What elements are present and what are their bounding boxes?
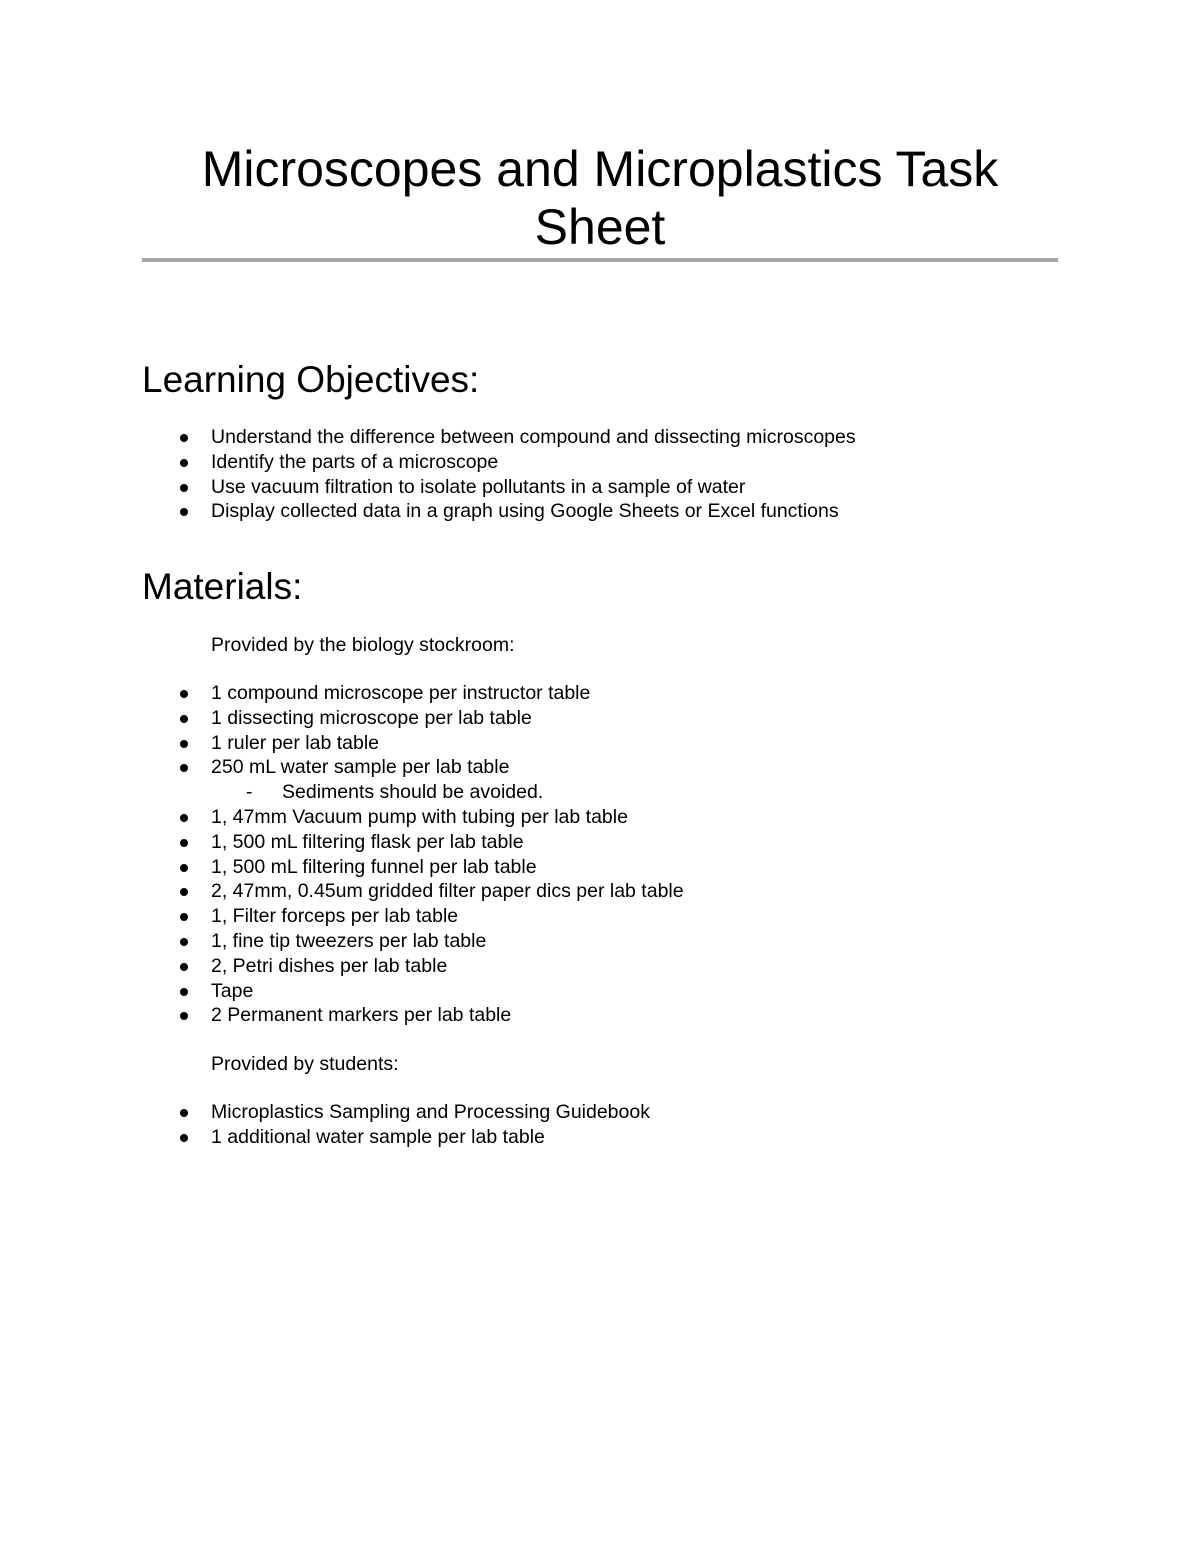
bullet-icon — [180, 484, 188, 492]
bullet-icon — [180, 690, 188, 698]
bullet-icon — [180, 459, 188, 467]
bullet-icon — [180, 1012, 188, 1020]
materials-heading: Materials: — [142, 566, 303, 607]
bullet-icon — [180, 434, 188, 442]
bullet-icon — [180, 814, 188, 822]
learning-objectives-heading: Learning Objectives: — [142, 359, 480, 400]
document-title: Microscopes and Microplastics Task Sheet — [201, 141, 999, 255]
bullet-icon — [180, 764, 188, 772]
bullet-icon — [180, 988, 188, 996]
bullet-icon — [180, 839, 188, 847]
bullet-icon — [180, 1134, 188, 1142]
bullet-icon — [180, 864, 188, 872]
bullet-icon — [180, 963, 188, 971]
bullet-icon — [180, 715, 188, 723]
bullet-icon — [180, 913, 188, 921]
stockroom-label: Provided by the biology stockroom: — [211, 634, 515, 656]
bullet-icon — [180, 1109, 188, 1117]
bullet-icon — [180, 888, 188, 896]
bullet-icon — [180, 508, 188, 516]
dash-marker: - — [246, 781, 253, 804]
students-label: Provided by students: — [211, 1053, 399, 1075]
bullet-icon — [180, 740, 188, 748]
document-page: Microscopes and Microplastics Task Sheet Learning Objectives: Understand the difference between compound and dissecting microscopes Identify the parts of a microscope Use vacuum filtration to isolate pollutants in a sample of water Display collected data in a graph using Google Sheets or Excel functions Materials: Provided by the biology stockroom: 1 compound microscope per instructor table 1 dissecting microscope per lab table 1 ruler per lab table 250 mL water sample per lab table - Sediments should be avoided. 1, 47mm Vacuum pump with tubing per lab table 1, 500 mL filtering flask per lab table 1, 500 mL filtering funnel per lab table 2, 47mm, 0.45um gridded filter paper dics per lab table 1, Filter forceps per lab table 1, fine tip tweezers per lab table 2, Petri dishes per lab table Tape 2 Permanent markers per lab table Provided by students: Microplastics Sampling and Processing Guidebook 1 additional water sample per lab table — [0, 0, 1200, 1553]
title-underline-divider — [142, 258, 1058, 262]
bullet-icon — [180, 938, 188, 946]
